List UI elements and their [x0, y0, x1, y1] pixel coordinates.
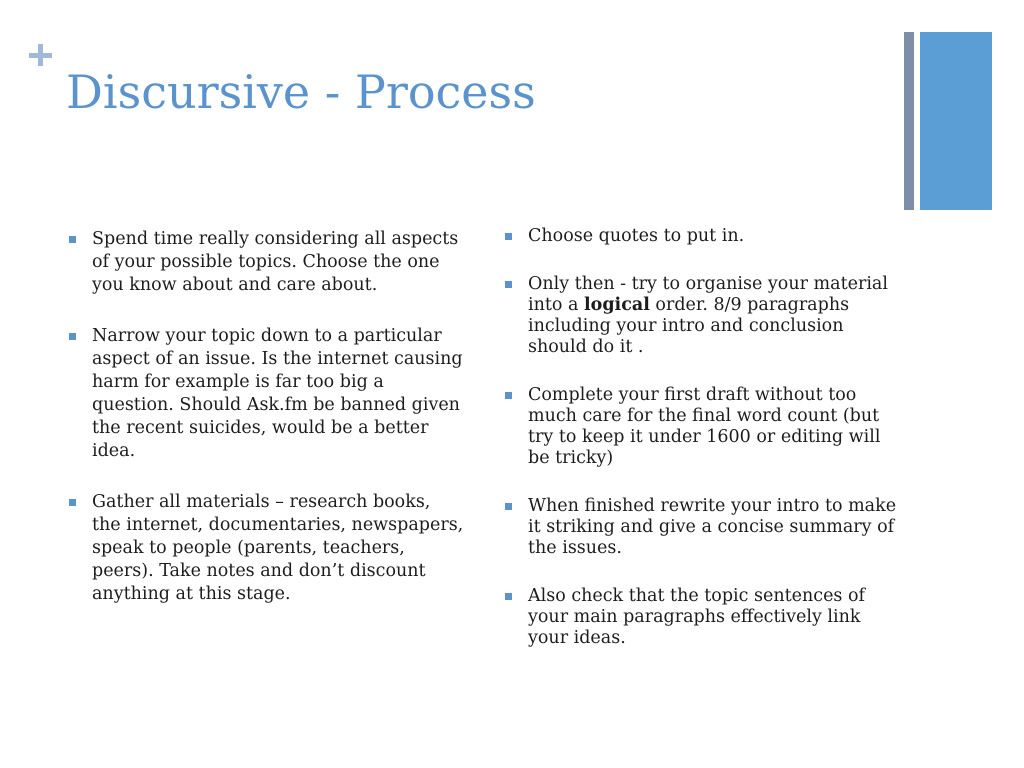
square-bullet-icon — [505, 233, 512, 240]
list-item — [64, 491, 464, 606]
bullet-text: Complete your first draft without too much care for the final word count (but try to keep it under 1600 or editing will be tricky) — [528, 385, 881, 468]
bullet-text-part: order. 8/9 paragraphs including your intro and conclusion should do it . — [528, 295, 850, 357]
bullet-text: When finished rewrite your intro to make it striking and give a concise summary of the issues. — [528, 496, 897, 558]
left-bullet-list — [64, 228, 464, 634]
bullet-text: Spend time really considering all aspects of your possible topics. Choose the one you know about and care about. — [92, 229, 459, 295]
bullet-text — [528, 274, 888, 357]
bullet-text: Choose quotes to put in. — [528, 226, 745, 246]
square-bullet-icon — [69, 236, 76, 243]
slide-title: Discursive - Process — [66, 65, 536, 119]
square-bullet-icon — [69, 333, 76, 340]
decorative-bar-thick — [920, 32, 992, 210]
list-item — [500, 385, 900, 469]
list-item — [64, 228, 464, 297]
bold-keyword: logical — [584, 295, 650, 315]
square-bullet-icon — [69, 499, 76, 506]
list-item — [500, 586, 900, 649]
bullet-text: Also check that the topic sentences of your main paragraphs effectively link your ideas. — [528, 586, 865, 648]
square-bullet-icon — [505, 593, 512, 600]
bullet-text: Narrow your topic down to a particular aspect of an issue. Is the internet causing harm for example is far too big a question. Should Ask.fm be banned given the recent suicides, would be a better idea. — [92, 326, 463, 461]
square-bullet-icon — [505, 392, 512, 399]
plus-icon — [26, 40, 56, 70]
list-item — [500, 496, 900, 559]
list-item — [500, 274, 900, 358]
right-bullet-list — [500, 226, 900, 676]
bullet-text-part: Only then - try to organise your material into a — [528, 274, 888, 315]
decorative-bar-thin — [904, 32, 914, 210]
bullet-text: Gather all materials – research books, the internet, documentaries, newspapers, speak to people (parents, teachers, peers). Take notes and don’t discount anything at this stage. — [92, 492, 464, 604]
square-bullet-icon — [505, 503, 512, 510]
list-item — [500, 226, 900, 247]
square-bullet-icon — [505, 281, 512, 288]
list-item — [64, 325, 464, 463]
